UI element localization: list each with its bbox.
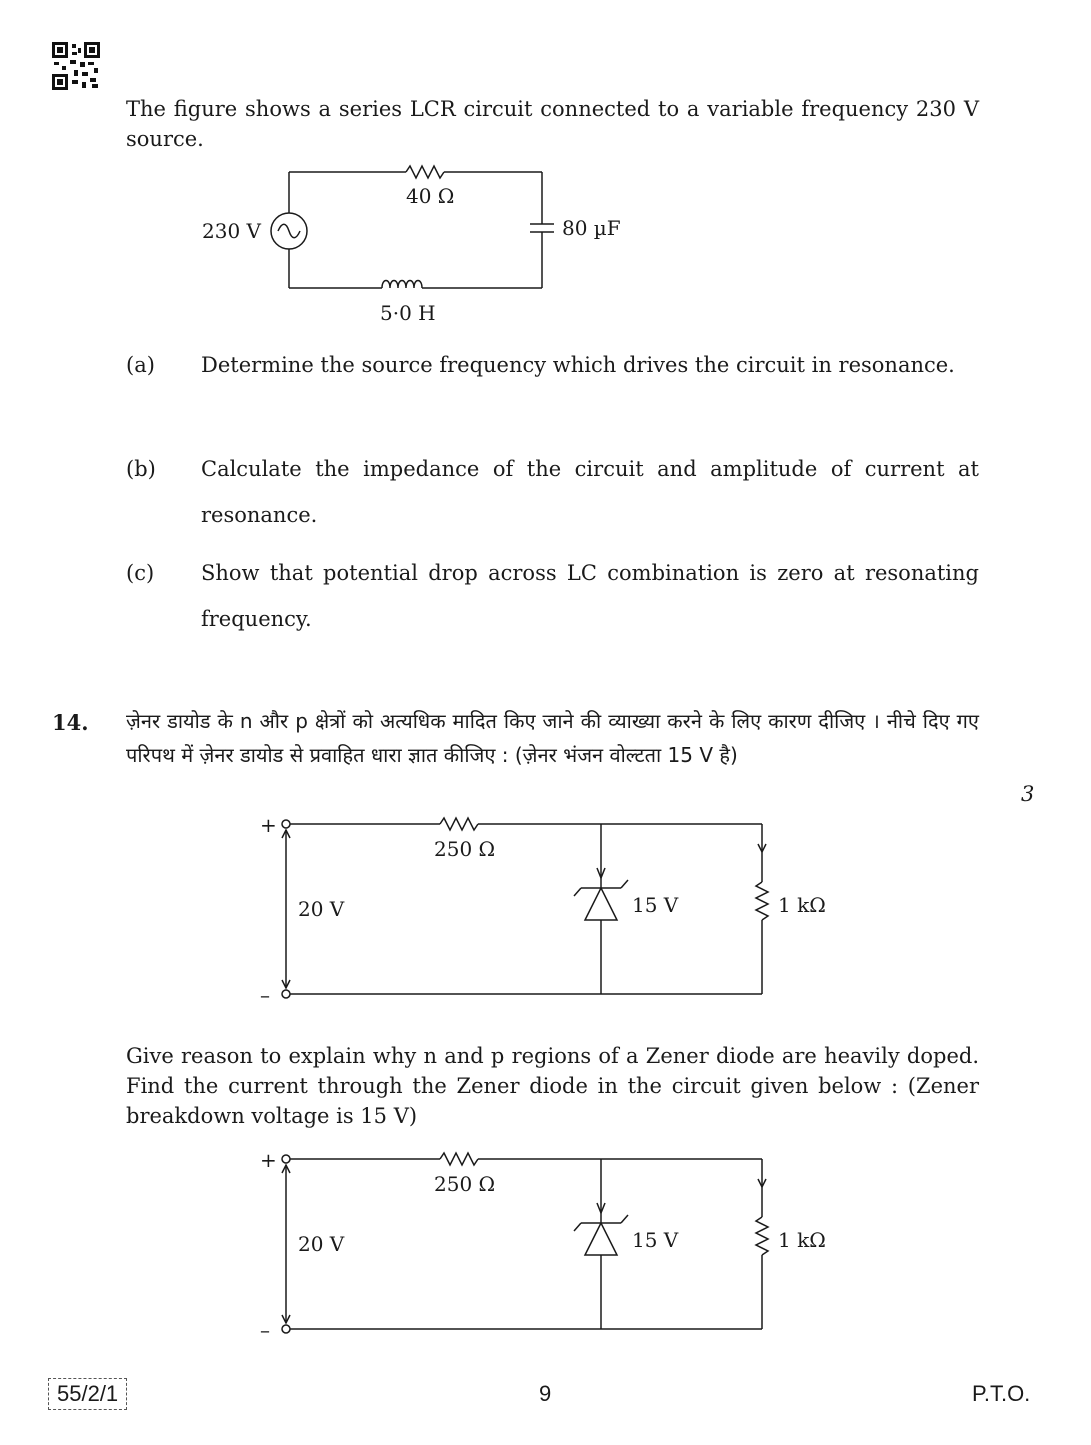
inductor-label-5-h: 5·0 H (380, 301, 436, 325)
zener2-plus: + (260, 1148, 277, 1172)
zener2-zener-label: 15 V (632, 1228, 679, 1252)
q13-intro: The figure shows a series LCR circuit connected to a variable frequency 230 V source. (126, 97, 979, 151)
zener1-plus: + (260, 813, 277, 837)
q14-marks: 3 (1021, 782, 1035, 806)
zener2-supply-label: 20 V (298, 1232, 345, 1256)
resistor-label-40-ohm: 40 Ω (406, 184, 455, 208)
zener1-supply-label: 20 V (298, 897, 345, 921)
zener1-zener-label: 15 V (632, 893, 679, 917)
pto-label: P.T.O. (972, 1381, 1031, 1406)
q13-part-a-label: (a) (126, 353, 155, 377)
zener1-minus: – (260, 983, 270, 1007)
capacitor-label-80-uf: 80 µF (562, 216, 621, 240)
zener1-load-label: 1 kΩ (778, 893, 826, 917)
q13-part-c-text: Show that potential drop across LC combination is zero at resonating frequency. (201, 561, 979, 631)
zener2-series-resistor-label: 250 Ω (434, 1172, 496, 1196)
q14-hindi-text: ज़ेनर डायोड के n और p क्षेत्रों को अत्यधिक मादित किए जाने की व्याख्या करने के लिए कारण दीजिए । नीचे दिए गए परिपथ में ज़ेनर डायोड से प्रवाहित धारा ज्ञात कीजिए : (ज़ेनर भंजन वोल्टता 15 V है) (126, 709, 979, 767)
lcr-circuit-diagram (196, 160, 636, 330)
qr-code (52, 42, 100, 94)
q13-part-a-text: Determine the source frequency which drives the circuit in resonance. (201, 353, 955, 377)
q13-part-c-label: (c) (126, 561, 155, 585)
q14-english-text: Give reason to explain why n and p regions of a Zener diode are heavily doped. Find the current through the Zener diode in the circuit given below : (Zener breakdown voltage is 15 V) (126, 1044, 979, 1128)
page-number: 9 (539, 1381, 552, 1406)
q14-number: 14. (52, 710, 89, 735)
q13-part-b-text: Calculate the impedance of the circuit and amplitude of current at resonance. (201, 457, 979, 527)
zener2-minus: – (260, 1318, 270, 1342)
source-label-230-v: 230 V (202, 219, 261, 243)
zener-circuit-diagram-english (250, 1147, 850, 1342)
zener1-series-resistor-label: 250 Ω (434, 837, 496, 861)
zener2-load-label: 1 kΩ (778, 1228, 826, 1252)
q13-part-b-label: (b) (126, 457, 156, 481)
paper-code: 55/2/1 (48, 1378, 127, 1410)
zener-circuit-diagram-hindi (250, 812, 850, 1007)
